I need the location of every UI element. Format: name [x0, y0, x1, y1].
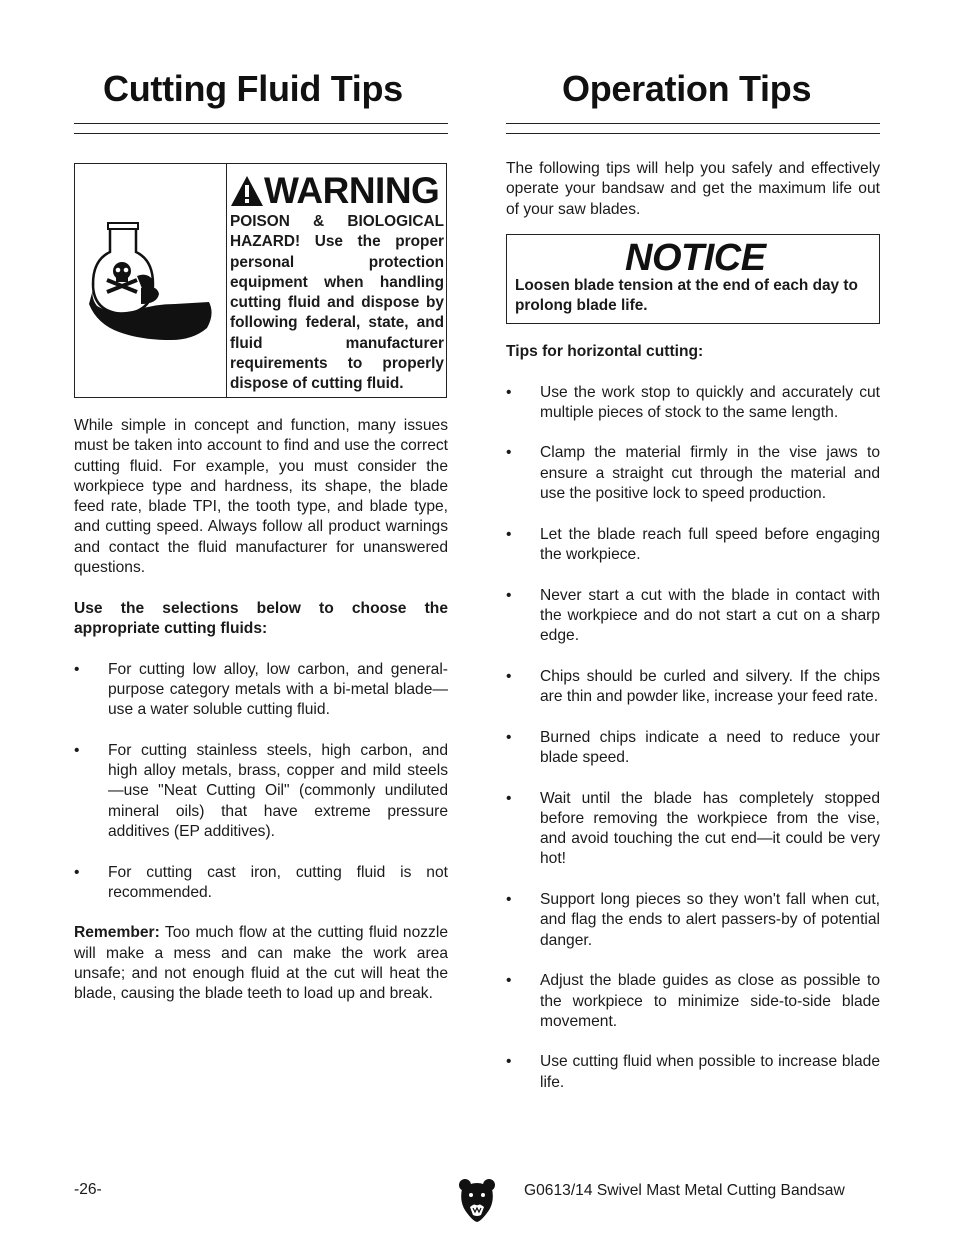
title-rule-right	[506, 123, 880, 134]
list-item: • For cutting stainless steels, high carbon, and high alloy metals, brass, copper and mild steels—use "Neat Cutting Oil" (commonly undiluted mineral oils) that have extreme pressure additives (EP additives).	[74, 741, 448, 840]
warning-text: POISON & BIOLOGICAL HAZARD! Use the proper personal protection equipment when handling cutting fluid and dispose by following federal, state, and fluid manufacturer requirements to properly dispose of cutting fluid.	[230, 213, 444, 393]
grizzly-bear-logo-icon	[457, 1177, 497, 1223]
list-item: • Use cutting fluid when possible to increase blade life.	[506, 1053, 880, 1091]
operation-intro: The following tips will help you safely and effectively operate your bandsaw and get the maximum life out of your saw blades.	[506, 160, 880, 218]
list-item: • Wait until the blade has completely stopped before removing the workpiece from the vise, and avoid touching the cut end—it could be very hot!	[506, 789, 880, 868]
selection-heading: Use the selections below to choose the appropriate cutting fluids:	[74, 599, 448, 637]
remember-label: Remember:	[74, 924, 160, 942]
list-item: • Support long pieces so they won't fall when cut, and flag the ends to alert passers-by of potential danger.	[506, 891, 880, 949]
list-item: • Adjust the blade guides as close as possible to the workpiece to minimize side-to-side blade movement.	[506, 972, 880, 1030]
warning-box	[74, 163, 447, 398]
notice-box	[506, 234, 880, 324]
page-title-operation-tips: Operation Tips	[562, 68, 812, 109]
list-item: • Clamp the material firmly in the vise jaws to ensure a straight cut through the material and use the positive lock to speed production.	[506, 444, 880, 503]
cutting-fluid-section	[74, 416, 448, 1005]
cutting-fluid-intro: While simple in concept and function, many issues must be taken into account to find and use the correct cutting fluid. For example, you must consider the workpiece type and hardness, its shape, the blade feed rate, blade TPI, the tooth type, and blade type, and cutting speed. Always follow all product warnings and contact the fluid manufacturer for unanswered questions.	[74, 417, 448, 577]
list-item: • Burned chips indicate a need to reduce your blade speed.	[506, 728, 880, 766]
list-item: • Let the blade reach full speed before engaging the workpiece.	[506, 525, 880, 563]
warning-triangle-icon	[230, 174, 264, 208]
operation-tips-section	[506, 342, 880, 1093]
tips-heading: Tips for horizontal cutting:	[506, 343, 704, 360]
notice-text: Loosen blade tension at the end of each day to prolong blade life.	[515, 277, 858, 315]
gloved-hand-holding-poison-flask-icon	[75, 164, 227, 397]
operation-intro-wrap	[506, 159, 880, 220]
title-rule-left	[74, 123, 448, 134]
remember-text: Too much flow at the cutting fluid nozzle will make a mess and can make the work area unsafe; and not enough fluid at the cut will heat the blade, causing the blade teeth to load up and break.	[74, 924, 448, 1003]
page-title-cutting-fluid-tips: Cutting Fluid Tips	[103, 68, 403, 109]
remember-paragraph	[74, 923, 448, 1004]
list-item: • For cutting cast iron, cutting fluid is not recommended.	[74, 863, 448, 901]
notice-label: NOTICE	[625, 237, 766, 279]
document-title: G0613/14 Swivel Mast Metal Cutting Bandsaw	[524, 1182, 845, 1199]
operation-tips-list	[506, 383, 880, 1093]
page-number: -26-	[74, 1181, 102, 1198]
cutting-fluid-list	[74, 660, 448, 904]
warning-label: WARNING	[264, 170, 440, 211]
list-item: • Chips should be curled and silvery. If the chips are thin and powder like, increase your feed rate.	[506, 667, 880, 706]
list-item: • Use the work stop to quickly and accurately cut multiple pieces of stock to the same length.	[506, 383, 880, 421]
list-item: • Never start a cut with the blade in contact with the workpiece and do not start a cut on a sharp edge.	[506, 586, 880, 645]
list-item: • For cutting low alloy, low carbon, and general-purpose category metals with a bi-metal blade—use a water soluble cutting fluid.	[74, 660, 448, 719]
